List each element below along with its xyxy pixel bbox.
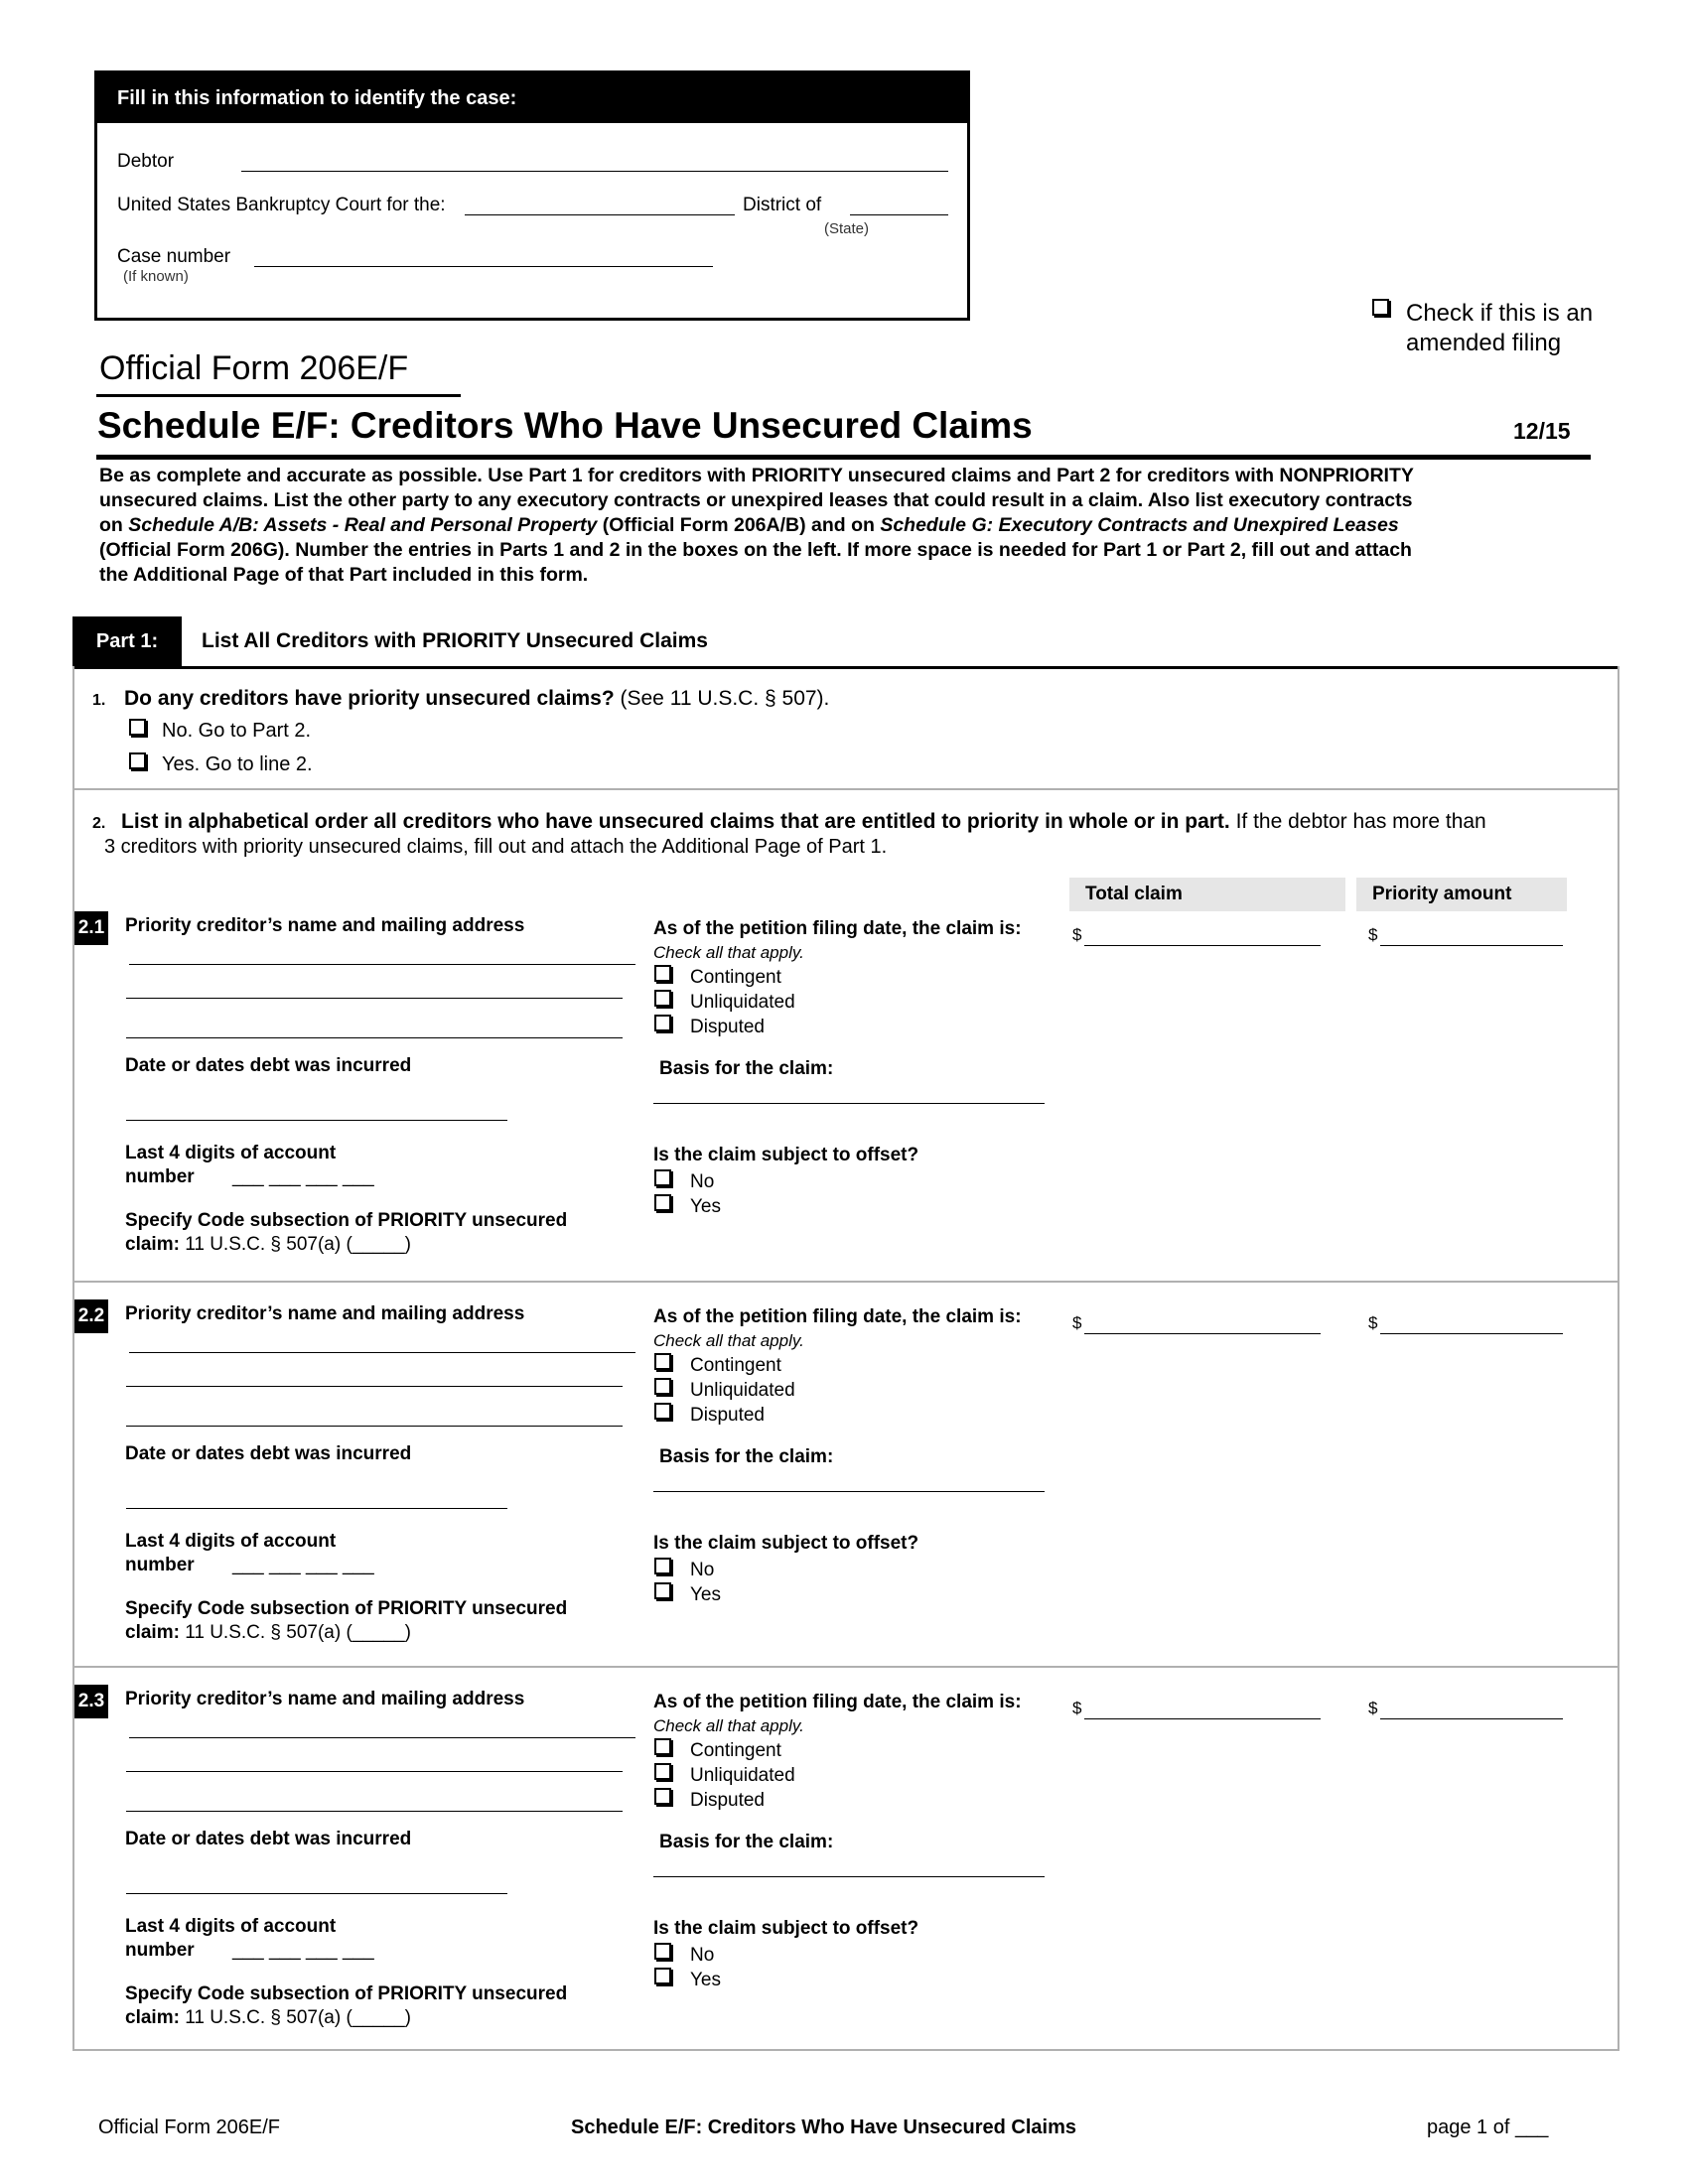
basis-field[interactable] <box>653 1103 1045 1104</box>
district-field[interactable] <box>850 214 948 215</box>
offset-label: Is the claim subject to offset? <box>653 1533 919 1554</box>
last4-label: Last 4 digits of account <box>125 1531 337 1552</box>
offset-no-label: No <box>690 1945 715 1966</box>
q1-no-label: No. Go to Part 2. <box>162 720 312 742</box>
code-subsection-field[interactable]: claim: 11 U.S.C. § 507(a) (_____) <box>125 1622 411 1643</box>
check-all-note: Check all that apply. <box>653 1716 804 1735</box>
creditor-address-field[interactable] <box>126 1811 623 1812</box>
contingent-label: Contingent <box>690 967 781 988</box>
date-incurred-label: Date or dates debt was incurred <box>125 1443 412 1464</box>
disputed-label: Disputed <box>690 1790 765 1811</box>
priority-dollar-sign: $ <box>1368 1699 1378 1717</box>
offset-no-label: No <box>690 1560 715 1580</box>
contingent-label: Contingent <box>690 1355 781 1376</box>
last4-label: Last 4 digits of account <box>125 1143 337 1163</box>
case-number-label: Case number <box>117 246 231 267</box>
revision-date: 12/15 <box>1513 418 1571 444</box>
code-subsection-field[interactable]: claim: 11 U.S.C. § 507(a) (_____) <box>125 1234 411 1255</box>
priority-dollar-sign: $ <box>1368 1313 1378 1332</box>
disputed-checkbox[interactable] <box>654 1403 671 1420</box>
contingent-label: Contingent <box>690 1740 781 1761</box>
part1-header <box>72 616 1619 669</box>
creditor-name-label: Priority creditor’s name and mailing address <box>125 915 525 936</box>
offset-yes-label: Yes <box>690 1970 721 1990</box>
claim-status-label: As of the petition filing date, the claim is: <box>653 1306 1022 1327</box>
footer-page-number: page 1 of ___ <box>1427 2116 1549 2138</box>
offset-no-checkbox[interactable] <box>654 1943 671 1960</box>
offset-no-label: No <box>690 1171 715 1192</box>
page-title: Schedule E/F: Creditors Who Have Unsecured Claims <box>97 405 1033 446</box>
creditor-address-field[interactable] <box>126 1037 623 1038</box>
divider <box>72 1666 1619 1668</box>
if-known-note: (If known) <box>123 268 189 285</box>
entry-number: 2.1 <box>74 911 108 945</box>
basis-field[interactable] <box>653 1491 1045 1492</box>
case-identification-box <box>94 70 970 321</box>
title-rule <box>96 455 1591 460</box>
basis-label: Basis for the claim: <box>659 1058 834 1079</box>
unliquidated-label: Unliquidated <box>690 992 795 1013</box>
priority-amount-field[interactable] <box>1380 945 1563 946</box>
instructions-line: (Official Form 206G). Number the entries in Parts 1 and 2 in the boxes on the left. If more space is needed for Part 1 or Part 2, fill out and attach <box>99 539 1412 561</box>
basis-label: Basis for the claim: <box>659 1832 834 1852</box>
q1-yes-label: Yes. Go to line 2. <box>162 753 313 775</box>
last4-field[interactable]: ___ ___ ___ ___ <box>232 1555 374 1575</box>
offset-yes-checkbox[interactable] <box>654 1194 671 1211</box>
court-field[interactable] <box>465 214 735 215</box>
disputed-label: Disputed <box>690 1017 765 1037</box>
debtor-label: Debtor <box>117 151 175 172</box>
total-dollar-sign: $ <box>1072 1313 1082 1332</box>
date-incurred-label: Date or dates debt was incurred <box>125 1055 412 1076</box>
last4-label-cont: number <box>125 1555 195 1575</box>
disputed-checkbox[interactable] <box>654 1788 671 1805</box>
divider <box>72 788 1619 790</box>
offset-label: Is the claim subject to offset? <box>653 1918 919 1939</box>
last4-label: Last 4 digits of account <box>125 1916 337 1937</box>
claim-status-label: As of the petition filing date, the claim is: <box>653 918 1022 939</box>
priority-amount-field[interactable] <box>1380 1718 1563 1719</box>
disputed-label: Disputed <box>690 1405 765 1426</box>
date-incurred-label: Date or dates debt was incurred <box>125 1829 412 1849</box>
contingent-checkbox[interactable] <box>654 965 671 982</box>
code-subsection-label: Specify Code subsection of PRIORITY unsecured <box>125 1598 568 1619</box>
state-label: (State) <box>824 220 870 237</box>
case-box-header: Fill in this information to identify the case: <box>97 73 967 123</box>
entry-number: 2.3 <box>74 1685 108 1718</box>
divider <box>72 1281 1619 1283</box>
offset-yes-label: Yes <box>690 1196 721 1217</box>
contingent-checkbox[interactable] <box>654 1738 671 1755</box>
unliquidated-label: Unliquidated <box>690 1380 795 1401</box>
code-subsection-label: Specify Code subsection of PRIORITY unsecured <box>125 1210 568 1231</box>
q2-instruction-cont: 3 creditors with priority unsecured claims, fill out and attach the Additional Page of Part 1. <box>104 836 888 858</box>
last4-field[interactable]: ___ ___ ___ ___ <box>232 1940 374 1961</box>
last4-label-cont: number <box>125 1940 195 1961</box>
case-number-field[interactable] <box>254 266 713 267</box>
offset-no-checkbox[interactable] <box>654 1169 671 1186</box>
instructions-line: Be as complete and accurate as possible. Use Part 1 for creditors with PRIORITY unsecured claims and Part 2 for creditors with NONPRIORITY <box>99 465 1414 486</box>
instructions-line: the Additional Page of that Part included in this form. <box>99 564 589 586</box>
amended-label-line1: Check if this is an <box>1406 300 1594 327</box>
disputed-checkbox[interactable] <box>654 1015 671 1031</box>
q2-instruction: List in alphabetical order all creditors who have unsecured claims that are entitled to priority in whole or in part. If the debtor has more than <box>121 810 1486 833</box>
offset-label: Is the claim subject to offset? <box>653 1145 919 1165</box>
offset-no-checkbox[interactable] <box>654 1558 671 1574</box>
total-dollar-sign: $ <box>1072 925 1082 944</box>
unliquidated-checkbox[interactable] <box>654 1763 671 1780</box>
amended-label-line2: amended filing <box>1406 330 1562 356</box>
form-number: Official Form 206E/F <box>99 349 409 387</box>
footer-title: Schedule E/F: Creditors Who Have Unsecured Claims <box>571 2116 1077 2138</box>
creditor-address-field[interactable] <box>126 1386 623 1387</box>
date-incurred-field[interactable] <box>126 1508 507 1509</box>
claim-status-label: As of the petition filing date, the claim is: <box>653 1692 1022 1712</box>
instructions-line: unsecured claims. List the other party to any executory contracts or unexpired leases that could result in a claim. Also list executory contracts <box>99 489 1413 511</box>
creditor-name-field[interactable] <box>129 964 635 965</box>
total-claim-header: Total claim <box>1069 878 1345 911</box>
priority-amount-header: Priority amount <box>1356 878 1567 911</box>
basis-label: Basis for the claim: <box>659 1446 834 1467</box>
debtor-field[interactable] <box>241 171 948 172</box>
entry-number: 2.2 <box>74 1299 108 1333</box>
total-claim-field[interactable] <box>1084 1333 1321 1334</box>
footer-form-number: Official Form 206E/F <box>98 2116 281 2138</box>
offset-yes-checkbox[interactable] <box>654 1968 671 1984</box>
priority-dollar-sign: $ <box>1368 925 1378 944</box>
instructions-line: on Schedule A/B: Assets - Real and Personal Property (Official Form 206A/B) and on Schedule G: Executory Contracts and Unexpired Leases <box>99 514 1399 536</box>
part1-tab: Part 1: <box>72 616 182 666</box>
unliquidated-label: Unliquidated <box>690 1765 795 1786</box>
creditor-address-field[interactable] <box>126 1771 623 1772</box>
total-claim-field[interactable] <box>1084 945 1321 946</box>
check-all-note: Check all that apply. <box>653 1331 804 1350</box>
q1-no-checkbox[interactable] <box>129 719 146 736</box>
unliquidated-checkbox[interactable] <box>654 1378 671 1395</box>
last4-label-cont: number <box>125 1166 195 1187</box>
code-subsection-field[interactable]: claim: 11 U.S.C. § 507(a) (_____) <box>125 2007 411 2028</box>
form-number-rule <box>96 394 461 397</box>
creditor-name-field[interactable] <box>129 1737 635 1738</box>
basis-field[interactable] <box>653 1876 1045 1877</box>
contingent-checkbox[interactable] <box>654 1353 671 1370</box>
creditor-address-field[interactable] <box>126 998 623 999</box>
creditor-address-field[interactable] <box>126 1426 623 1427</box>
date-incurred-field[interactable] <box>126 1893 507 1894</box>
q1-number: 1. <box>92 692 106 709</box>
check-all-note: Check all that apply. <box>653 943 804 962</box>
offset-yes-checkbox[interactable] <box>654 1582 671 1599</box>
creditor-name-field[interactable] <box>129 1352 635 1353</box>
q2-number: 2. <box>92 815 106 832</box>
code-subsection-label: Specify Code subsection of PRIORITY unsecured <box>125 1983 568 2004</box>
total-claim-field[interactable] <box>1084 1718 1321 1719</box>
date-incurred-field[interactable] <box>126 1120 507 1121</box>
creditor-name-label: Priority creditor’s name and mailing address <box>125 1303 525 1324</box>
q1-question: Do any creditors have priority unsecured claims? (See 11 U.S.C. § 507). <box>124 687 830 710</box>
creditor-name-label: Priority creditor’s name and mailing address <box>125 1689 525 1709</box>
unliquidated-checkbox[interactable] <box>654 990 671 1007</box>
priority-amount-field[interactable] <box>1380 1333 1563 1334</box>
amended-filing-checkbox[interactable] <box>1372 299 1389 316</box>
district-label: District of <box>743 195 822 215</box>
court-label: United States Bankruptcy Court for the: <box>117 195 446 215</box>
total-dollar-sign: $ <box>1072 1699 1082 1717</box>
q1-yes-checkbox[interactable] <box>129 752 146 769</box>
offset-yes-label: Yes <box>690 1584 721 1605</box>
instructions <box>99 464 1599 588</box>
part1-title: List All Creditors with PRIORITY Unsecured Claims <box>202 629 708 652</box>
last4-field[interactable]: ___ ___ ___ ___ <box>232 1166 374 1187</box>
